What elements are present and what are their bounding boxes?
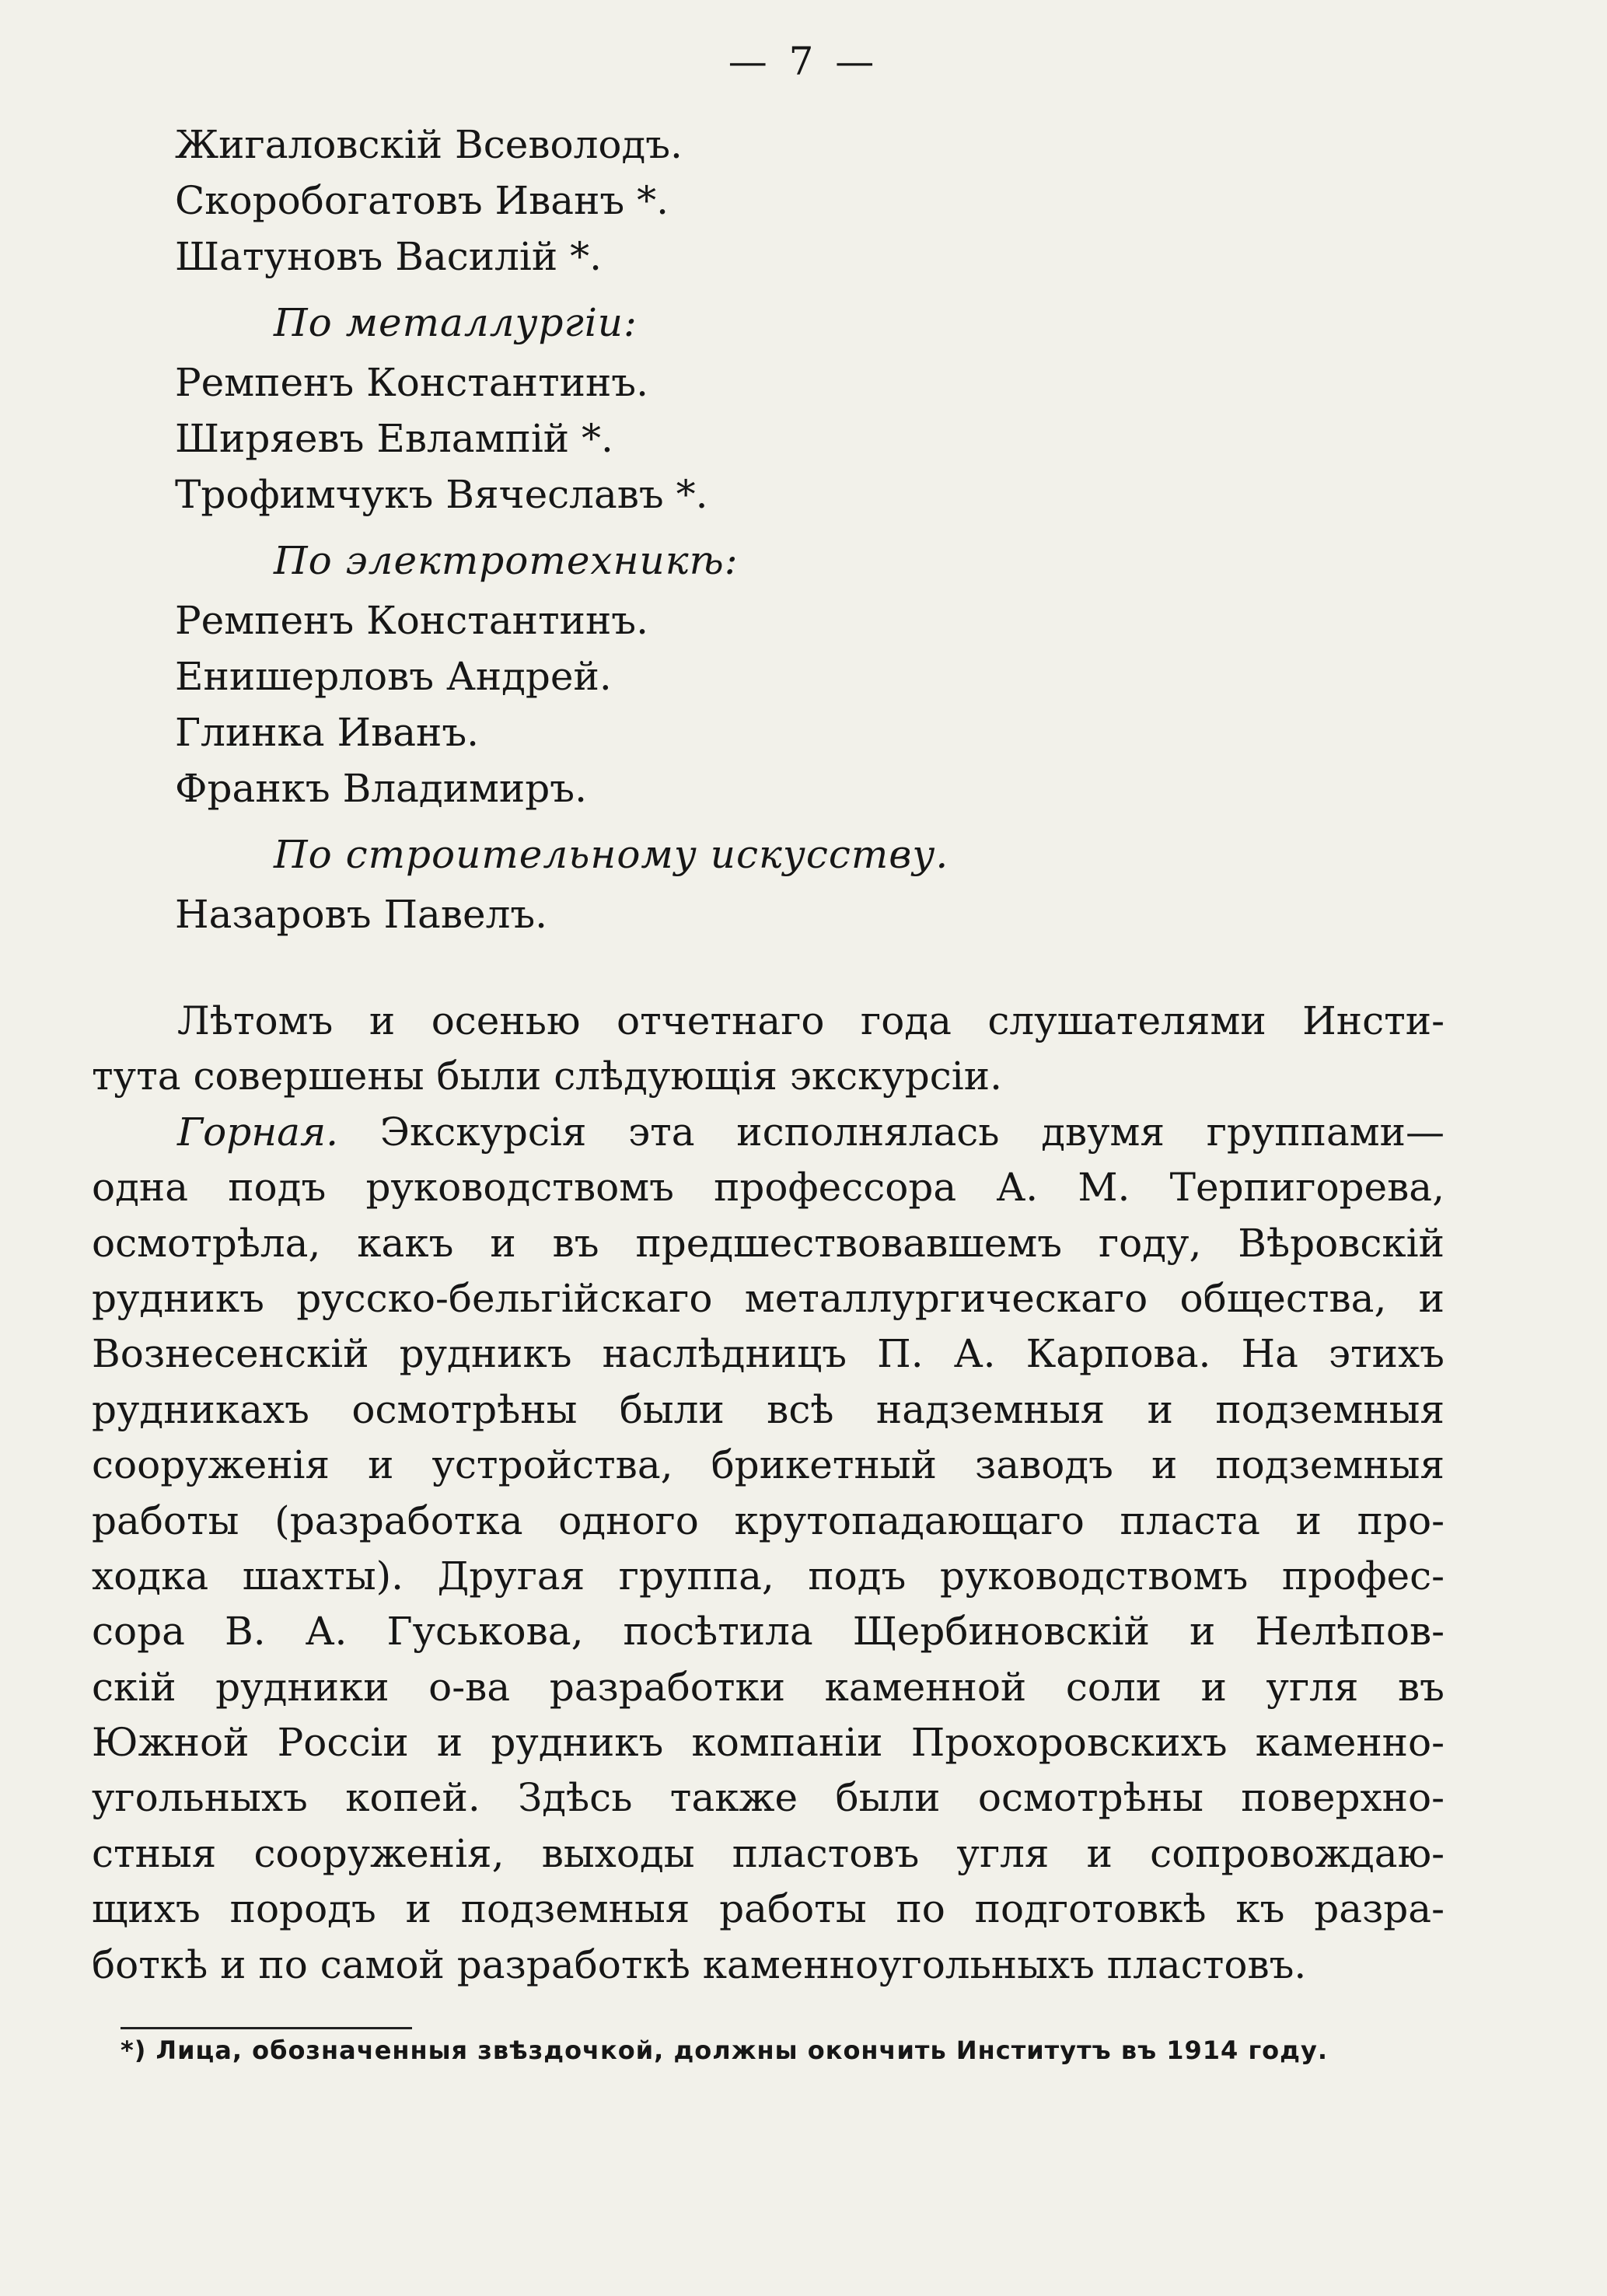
footnote-divider [121, 2027, 412, 2029]
paragraph-line: одна подъ руководствомъ профессора А. М. Терпигорева, [92, 1165, 1445, 1211]
paragraph-line: боткѣ и по самой разработкѣ каменноугольныхъ пластовъ. [92, 1941, 1307, 1987]
student-name: Трофимчукъ Вячеславъ *. [175, 472, 708, 517]
section-heading-metallurgy: По металлургіи: [274, 300, 638, 345]
student-name: Енишерловъ Андрей. [175, 654, 612, 699]
footnote: *) Лица, обозначенныя звѣздочкой, должны окончить Институтъ въ 1914 году. [121, 2036, 1329, 2065]
paragraph-line: сооруженія и устройства, брикетный заводъ и подземныя [92, 1442, 1445, 1488]
paragraph-line: сора В. А. Гуськова, посѣтила Щербиновскій и Нелѣпов- [92, 1609, 1445, 1655]
paragraph-line [92, 1105, 1445, 1160]
student-name: Шатуновъ Василій *. [175, 234, 602, 279]
paragraph-text: Экскурсія эта исполнялась двумя группами— [379, 1109, 1445, 1155]
student-name: Жигаловскій Всеволодъ. [175, 122, 683, 167]
student-list [175, 117, 1458, 942]
student-name: Глинка Иванъ. [175, 710, 480, 755]
student-name: Скоробогатовъ Иванъ *. [175, 178, 669, 223]
paragraph-line: скій рудники о-ва разработки каменной соли и угля въ [92, 1664, 1445, 1710]
student-name: Ремпенъ Константинъ. [175, 360, 649, 405]
paragraph-line: Лѣтомъ и осенью отчетнаго года слушателями Инсти- [177, 998, 1445, 1043]
paragraph-line: угольныхъ копей. Здѣсь также были осмотрѣны поверхно- [92, 1775, 1445, 1821]
section-heading-construction: По строительному искусству. [274, 832, 949, 877]
paragraph-line: рудникахъ осмотрѣны были всѣ надземныя и подземныя [92, 1386, 1445, 1432]
student-name: Франкъ Владимиръ. [175, 766, 587, 811]
paragraph-line: стныя сооруженія, выходы пластовъ угля и сопровождаю- [92, 1830, 1445, 1876]
student-name: Назаровъ Павелъ. [175, 892, 548, 937]
paragraph-line: рудникъ русско-бельгійскаго металлургическаго общества, и [92, 1275, 1445, 1321]
student-name: Ширяевъ Евлампій *. [175, 416, 613, 461]
paragraph-line: Вознесенскій рудникъ наслѣдницъ П. А. Карпова. На этихъ [92, 1331, 1445, 1377]
page-number: — 7 — [728, 39, 879, 84]
excursion-type-label: Горная. [177, 1109, 338, 1155]
paragraph-line: работы (разработка одного крутопадающаго пласта и про- [92, 1497, 1445, 1543]
paragraph-line: щихъ породъ и подземныя работы по подготовкѣ къ разра- [92, 1886, 1445, 1932]
paragraph-line: ходка шахты). Другая группа, подъ руководствомъ профес- [92, 1553, 1445, 1599]
paragraph-line: Южной Россіи и рудникъ компаніи Прохоровскихъ каменно- [92, 1720, 1445, 1766]
student-name: Ремпенъ Константинъ. [175, 598, 649, 643]
body-text [92, 994, 1445, 1993]
paragraph-line: осмотрѣла, какъ и въ предшествовавшемъ году, Вѣровскій [92, 1220, 1445, 1266]
section-heading-electrotechnics: По электротехникѣ: [274, 538, 739, 583]
paragraph-line: тута совершены были слѣдующія экскурсіи. [92, 1054, 1002, 1099]
